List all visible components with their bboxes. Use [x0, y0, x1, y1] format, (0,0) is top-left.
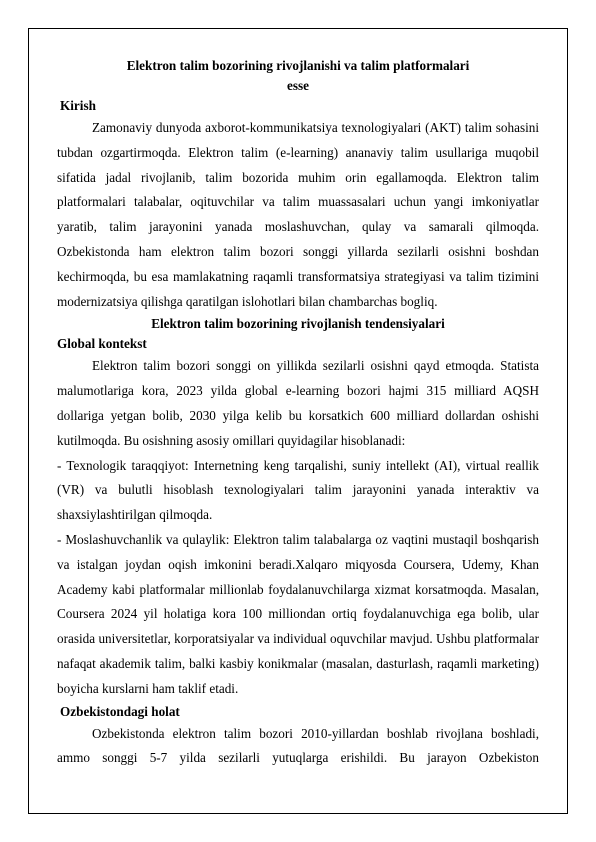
heading-global: Global kontekst: [57, 336, 147, 352]
document-subtitle: esse: [287, 78, 309, 93]
bullet-flexibility: - Moslashuvchanlik va qulaylik: Elektron talim talabalarga oz vaqtini mustaqil boshqarish va istalgan joydan oqish imkonini beradi.Xalqaro miqyosda Coursera, Udemy, Khan Academy kabi platformalar millionlab foydalanuvchilarga xizmat korsatmoqda. Masalan, Coursera 2024 yil holatiga kora 100 milliondan ortiq foydalanuvchiga ega bolib, ular orasida universitetlar, korporatsiyalar va individual oquvchilar mavjud. Ushbu platformalar nafaqat akademik talim, balki kasbiy konikmalar (masalan, dasturlash, raqamli marketing) boyicha kurslarni ham taklif etadi.: [57, 531, 539, 696]
paragraph-uzbekistan: Ozbekistonda elektron talim bozori 2010-yillardan boshlab rivojlana boshladi, ammo songgi 5-7 yilda sezilarli yutuqlarga erishildi. Bu jarayon Ozbekiston: [57, 725, 539, 766]
heading-trends: Elektron talim bozorining rivojlanish tendensiyalari: [151, 316, 445, 332]
bullet-technology: - Texnologik taraqqiyot: Internetning keng tarqalishi, suniy intellekt (AI), virtual reallik (VR) va bulutli hisoblash texnologiyalari talim jarayonini yanada interaktiv va shaxsiylashtirilgan qilmoqda.: [57, 457, 539, 523]
paragraph-intro: Zamonaviy dunyoda axborot-kommunikatsiya texnologiyalari (AKT) talim sohasini tubdan ozgartirmoqda. Elektron talim (e-learning) ananaviy talim usullariga muqobil sifatida jadal rivojlanib, talim bozorida muhim orin egallamoqda. Elektron talim platformalari talabalar, oqituvchilar va talim muassasalari uchun yangi imkoniyatlar yaratib, talim jarayonini yanada moslashuvchan, qulay va samarali qilmoqda. Ozbekistonda ham elektron talim bozori songgi yillarda sezilarli osishni boshdan kechirmoqda, bu esa mamlakatning raqamli transformatsiya strategiyasi va talim tizimini modernizatsiya qilishga qaratilgan islohotlari bilan chambarchas bogliq.: [57, 120, 539, 309]
document-title: Elektron talim bozorining rivojlanishi va talim platformalari: [126, 58, 470, 73]
paragraph-global: Elektron talim bozori songgi on yillikda sezilarli osishni qayd etmoqda. Statista malumotlariga kora, 2023 yilda global e-learning bozori hajmi 315 milliard AQSH dollariga yetgan bolib, 2030 yilga kelib bu korsatkich 600 milliard dollardan oshishi kutilmoqda. Bu osishning asosiy omillari quyidagilar hisoblanadi:: [57, 358, 539, 448]
document-body: [57, 56, 539, 771]
heading-kirish: Kirish: [60, 98, 96, 113]
heading-uzbekistan: Ozbekistondagi holat: [60, 703, 180, 719]
